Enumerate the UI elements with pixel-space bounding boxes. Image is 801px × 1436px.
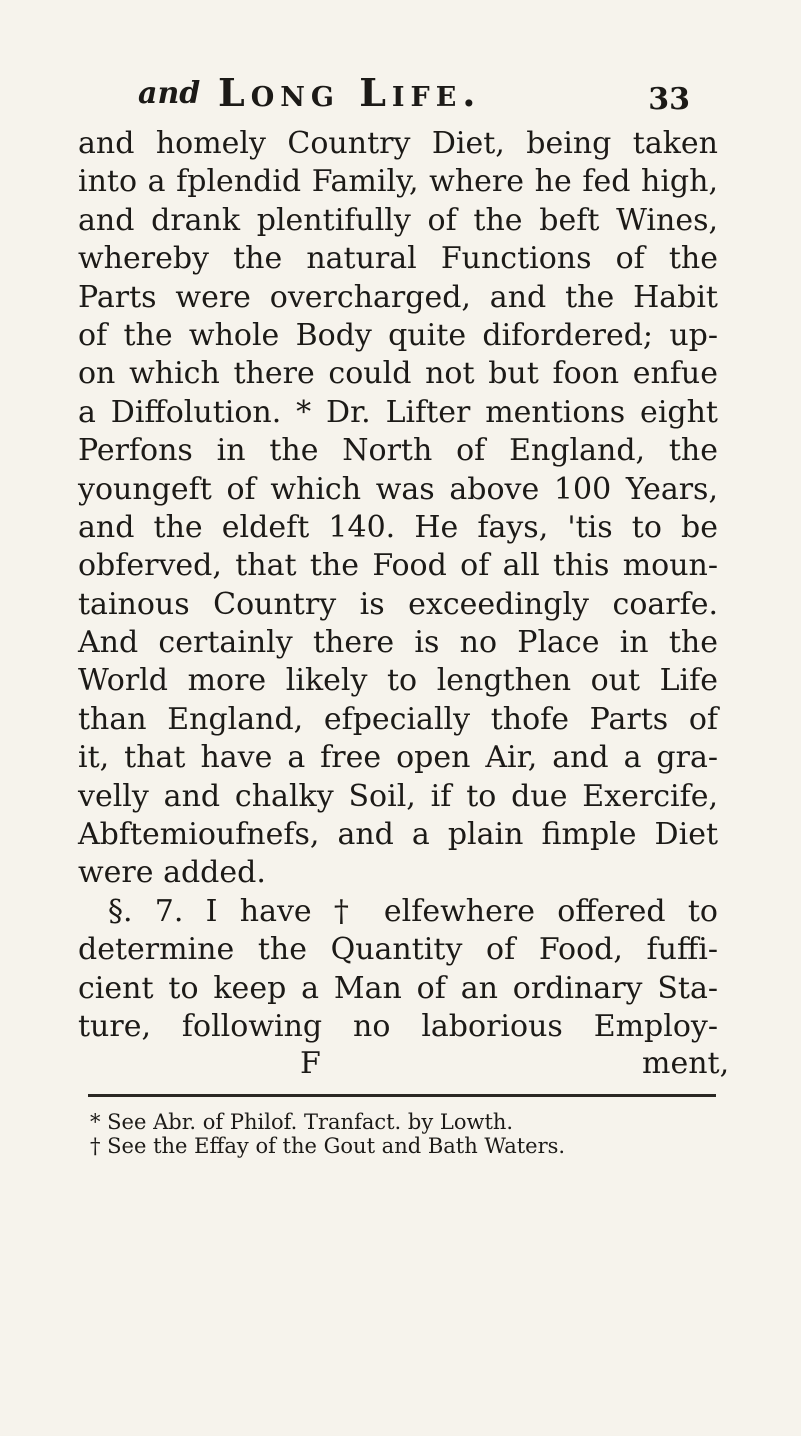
text-line: and homely Country Diet, being taken [78,126,718,161]
text-line: whereby the natural Functions of the [78,241,718,277]
footnote-rule [88,1094,716,1097]
text-line: determine the Quantity of Food, fuffi- [78,932,718,968]
footnotes [90,1110,710,1158]
running-head-title: Long Life. [218,70,482,115]
text-line: World more likely to lengthen out Life [78,663,718,699]
text-line: it, that have a free open Air, and a gra- [78,740,718,776]
text-line: and drank plentifully of the beft Wines, [78,202,718,238]
text-line: And certainly there is no Place in the [78,625,718,661]
main-paragraph [78,125,718,893]
text-line: tainous Country is exceedingly coarfe. [78,586,718,622]
running-head-italic: and [138,76,201,111]
footnote: * See Abr. of Philof. Tranfact. by Lowth. [90,1110,514,1134]
text-line: were added. [78,855,266,891]
text-line: §. 7. I have † elfewhere offered to [108,894,718,929]
text-line: of the whole Body quite difordered; up- [78,317,718,353]
text-line: Abftemioufnefs, and a plain fimple Diet [78,817,718,853]
text-line: Parts were overcharged, and the Habit [78,279,718,315]
text-line: youngeft of which was above 100 Years, [78,471,718,507]
section-7-paragraph [78,893,718,1047]
text-line: ture, following no laborious Employ- [78,1009,718,1045]
text-line: and the eldeft 140. He fays, 'tis to be [78,509,718,545]
catchword: ment, [642,1046,730,1081]
text-line: a Diffolution. * Dr. Lifter mentions eight [78,394,718,430]
text-line: obferved, that the Food of all this moun- [78,548,718,584]
text-line: velly and chalky Soil, if to due Exercife, [78,778,718,814]
text-line: than England, efpecially thofe Parts of [78,701,718,737]
running-head [130,62,690,122]
text-line: on which there could not but foon enfue [78,356,718,392]
signature-mark: F [300,1046,321,1081]
page-number: 33 [648,82,690,117]
footnote: † See the Effay of the Gout and Bath Waters. [90,1134,566,1158]
text-line: cient to keep a Man of an ordinary Sta- [78,970,718,1006]
text-line: into a fplendid Family, where he fed high, [78,164,718,200]
text-line: Perfons in the North of England, the [78,433,718,469]
